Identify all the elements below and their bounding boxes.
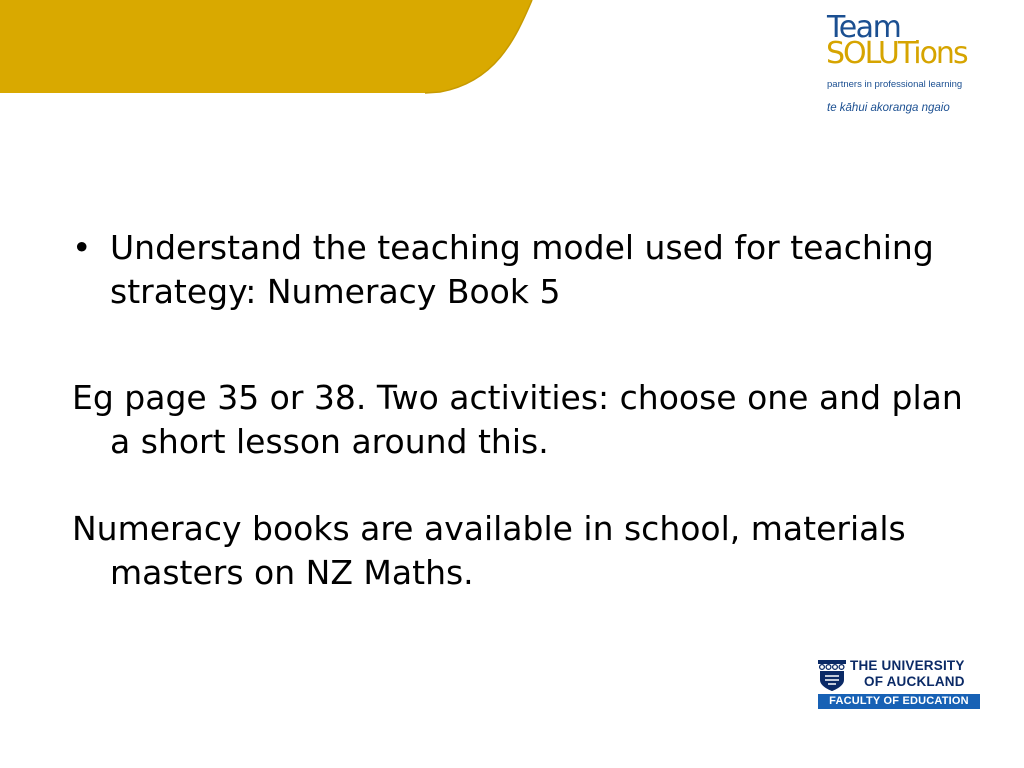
header-accent-shape bbox=[0, 0, 540, 95]
logo-maori-tagline: te kāhui akoranga ngaio bbox=[827, 102, 950, 114]
university-crest-icon bbox=[818, 660, 846, 692]
university-of-auckland-logo bbox=[818, 658, 982, 710]
bullet-text: Understand the teaching model used for teaching strategy: Numeracy Book 5 bbox=[110, 228, 934, 311]
university-name-line1: THE UNIVERSITY bbox=[850, 658, 965, 673]
logo-word-team: Team bbox=[827, 10, 901, 45]
bullet-icon: • bbox=[72, 228, 92, 267]
slide-body bbox=[72, 226, 992, 638]
activity-paragraph: Eg page 35 or 38. Two activities: choose one and plan a short lesson around this. bbox=[72, 378, 963, 461]
logo-word-solutions: SOLUTions bbox=[826, 36, 967, 71]
bullet-paragraph bbox=[72, 226, 992, 314]
resources-paragraph: Numeracy books are available in school, materials masters on NZ Maths. bbox=[72, 509, 906, 592]
logo-tagline: partners in professional learning bbox=[827, 79, 963, 90]
faculty-banner: FACULTY OF EDUCATION bbox=[818, 694, 980, 709]
university-name-line2: OF AUCKLAND bbox=[864, 674, 965, 689]
team-solutions-logo bbox=[824, 12, 994, 122]
